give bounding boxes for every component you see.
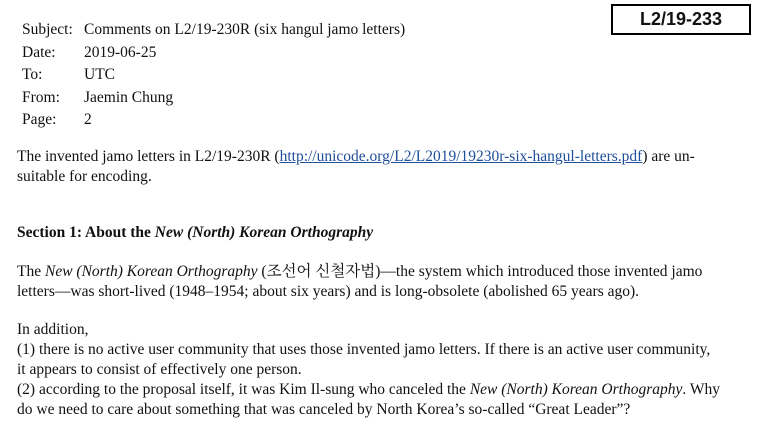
date-value: 2019-06-25 — [84, 43, 157, 61]
subject-label: Subject: — [22, 21, 73, 38]
subject-row — [22, 19, 405, 42]
para2-rest: (조선어 신철자법)—the system which introduced those invented jamo — [257, 263, 703, 280]
to-value: UTC — [84, 66, 115, 83]
to-label: To: — [22, 66, 43, 83]
proposal-link[interactable]: http://unicode.org/L2/L2019/19230r-six-hangul-letters.pdf — [279, 148, 643, 165]
para3-line3: it appears to consist of effectively one person. — [17, 361, 302, 378]
section-1-prefix: Section 1: About the — [17, 224, 155, 241]
from-row — [22, 87, 405, 110]
intro-paragraph — [17, 147, 737, 187]
intro-text-before: The invented jamo letters in L2/19-230R ( — [17, 148, 280, 165]
para2-line2: letters—was short-lived (1948–1954; about six years) and is long-obsolete (abolished 65 years ago). — [17, 283, 640, 300]
addition-paragraph — [17, 320, 737, 420]
date-label: Date: — [22, 43, 56, 61]
para3-title: New (North) Korean Orthography — [469, 381, 683, 398]
intro-text-after: ) are un- — [642, 148, 695, 165]
document-id-box: L2/19-233 — [611, 4, 751, 35]
date-row — [22, 42, 405, 65]
from-value: Jaemin Chung — [84, 88, 174, 106]
para3-line2: (1) there is no active user community that uses those invented jamo letters. If there is an active user community, — [17, 341, 711, 358]
to-row — [22, 64, 405, 87]
section-1-title: New (North) Korean Orthography — [154, 224, 374, 241]
subject-value: Comments on L2/19-230R (six hangul jamo letters) — [84, 21, 406, 38]
page-label: Page: — [22, 111, 57, 128]
para3-line5: do we need to care about something that was canceled by North Korea’s so-called “Great Leader”? — [17, 401, 631, 418]
para2-title: New (North) Korean Orthography — [44, 263, 258, 280]
page-row — [22, 109, 405, 132]
para3-line4b: . Why — [682, 381, 720, 398]
orthography-paragraph — [17, 262, 737, 302]
para3-line4a: (2) according to the proposal itself, it was Kim Il-sung who canceled the — [17, 381, 470, 398]
para2-the: The — [17, 263, 45, 280]
page-value: 2 — [84, 111, 92, 128]
memo-header — [22, 19, 405, 132]
from-label: From: — [22, 88, 60, 106]
para3-line1: In addition, — [17, 321, 89, 338]
intro-text-line2: suitable for encoding. — [17, 168, 152, 185]
section-1-heading — [17, 223, 737, 243]
